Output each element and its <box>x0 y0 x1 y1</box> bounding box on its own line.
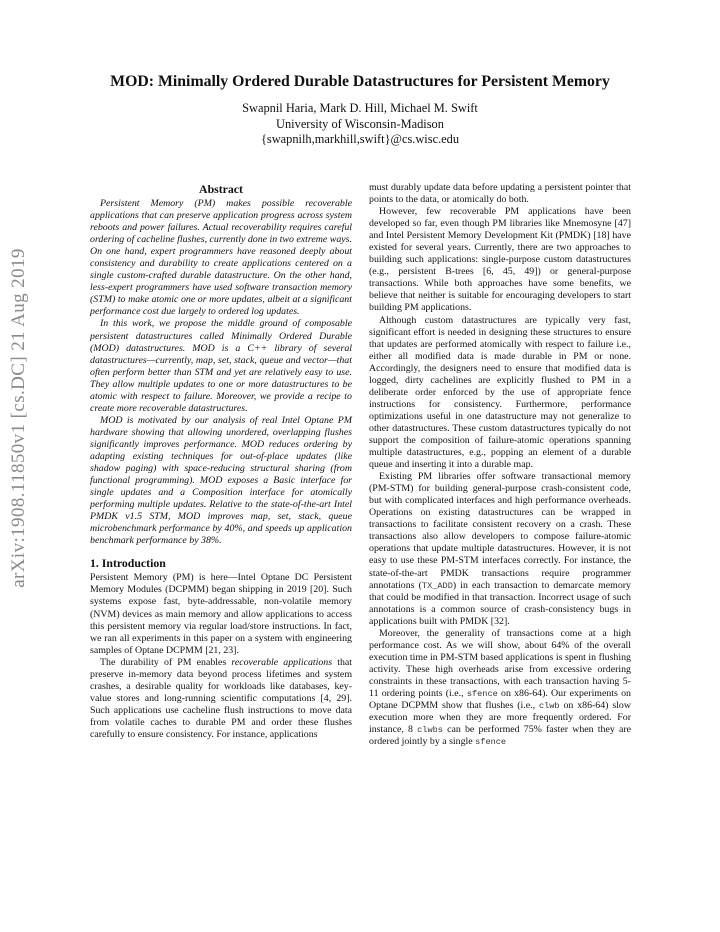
author-emails: {swapnilh,markhill,swift}@cs.wisc.edu <box>260 132 460 147</box>
author-block <box>60 101 660 148</box>
code-token: clwbs <box>417 725 443 736</box>
code-token: TX_ADD <box>421 580 453 591</box>
body-paragraph: However, few recoverable PM applications have been developed so far, even though PM libraries like Mnemosyne [47] and Intel Persistent Memory Development Kit (PMDK) [18] have existed for several years. Currently, there are two approaches to building such applications: single-purpose custom datastructures (e.g., persistent B-trees [6, 45, 49]) or general-purpose transactions. While both approaches have some benefits, we believe that neither is suitable for encouraging developers to start building PM applications. <box>369 206 631 314</box>
right-column <box>369 182 631 748</box>
body-paragraph: Persistent Memory (PM) is here—Intel Optane DC Persistent Memory Modules (DCPMM) began shipping in 2019 [20]. Such systems expose fast, byte-addressable, non-volatile memory (NVM) devices as main memory and allow applications to access this persistent memory via regular load/store instructions. In fact, we ran all experiments in this paper on a system with engineering samples of Optane DCPMM [21, 23]. <box>90 572 352 656</box>
section-heading: 1. Introduction <box>90 556 166 571</box>
text-run: on x86-64). Our experiments on Optane DCPMM show that flushes (i.e., <box>369 687 631 712</box>
abstract-heading: Abstract <box>199 182 243 196</box>
author-names: Swapnil Haria, Mark D. Hill, Michael M. Swift <box>242 101 478 115</box>
text-run: ) in each transaction to demarcate memory that could be modified in that transaction. Incorrect usage of such annotations is a common source of crash-consistency bugs in applications built with PMDK [32]. <box>369 579 631 627</box>
paper-title: MOD: Minimally Ordered Durable Datastructures for Persistent Memory <box>110 73 610 90</box>
code-token: sfence <box>475 737 507 748</box>
body-paragraph <box>90 657 352 741</box>
emphasis-text: recoverable applications <box>231 656 333 668</box>
body-paragraph <box>369 471 631 628</box>
text-run: that preserve in-memory data beyond process lifetimes and system crashes, a desirable quality for workloads like databases, key-value stores and long-running scientific computations [4, 29]. Such applications use cacheline flush instructions to move data from volatile caches to durable PM and order these flushes carefully to ensure consistency. For instance, applications <box>90 656 353 740</box>
author-affiliation: University of Wisconsin-Madison <box>276 116 444 131</box>
text-run: The durability of PM enables <box>100 656 232 668</box>
text-run: Existing PM libraries offer software transactional memory (PM-STM) for building general-purpose crash-consistent code, but with complicated interfaces and high performance overheads. Operations on existing datastructures can be wrapped in transactions to facilitate consistent recovery on a crash. These transactions also allow developers to compose failure-atomic operations that update multiple datastructures. However, it is not easy to use these PM-STM interfaces correctly. For instance, the state-of-the-art PMDK transactions require programmer annotations ( <box>369 471 631 591</box>
left-column <box>90 182 352 741</box>
text-run: Moreover, the generality of transactions come at a high performance cost. As we will show, about 64% of the overall execution time in PM-STM based applications is spent in flushing activity. These high overheads arise from excessive ordering constraints in these transactions, with each transaction having 5-11 ordering points (i.e., <box>369 627 631 699</box>
abstract-paragraph: MOD is motivated by our analysis of real Intel Optane PM hardware showing that allowing unordered, overlapping flushes significantly improves performance. MOD reduces ordering by adapting existing techniques for out-of-place updates (like shadow paging) with space-reducing structural sharing (from functional programming). MOD exposes a Basic interface for single updates and a Composition interface for atomically performing multiple updates. Relative to the state-of-the-art Intel PMDK v1.5 STM, MOD improves map, set, stack, queue microbenchmark performance by 40%, and speeds up application benchmark performance by 38%. <box>90 414 352 547</box>
abstract-paragraph: In this work, we propose the middle ground of composable persistent datastructures called Minimally Ordered Durable (MOD) datastructures. MOD is a C++ library of several datastructures—currently, map, set, stack, queue and vector—that often perform better than STM and yet are relatively easy to use. They allow multiple updates to one or more datastructures to be atomic with respect to failure. Moreover, we provide a recipe to create more recoverable datastructures. <box>90 318 352 414</box>
abstract-section <box>90 182 352 547</box>
body-paragraph: must durably update data before updating a persistent pointer that points to the data, or atomically do both. <box>369 182 631 206</box>
text-run: can be performed 75% faster when they are ordered jointly by a single <box>369 724 631 748</box>
abstract-paragraph: Persistent Memory (PM) makes possible recoverable applications that can preserve application progress across system reboots and power failures. Actual recoverability requires careful ordering of cacheline flushes, currently done in two extreme ways. On one hand, expert programmers have reasoned deeply about consistency and durability to create applications centered on a single custom-crafted durable datastructure. On the other hand, less-expert programmers have used software transaction memory (STM) to make atomic one or more updates, albeit at a significant performance cost due largely to ordered log updates. <box>90 198 352 318</box>
text-run: on x86-64) slow execution more when they are more frequently ordered. For instance, 8 <box>369 700 631 736</box>
body-paragraph <box>369 628 631 748</box>
introduction-section <box>90 556 352 741</box>
code-token: clwb <box>538 701 560 712</box>
body-paragraph: Although custom datastructures are typically very fast, significant effort is needed in designing these structures to ensure that updates are performed atomically with respect to failure i.e., either all modified data is made durable in PM or none. Accordingly, the designers need to ensure that modified data is logged, dirty cachelines are explicitly flushed to PM in a deliberate order enforced by the use of appropriate fence instructions for consistency. Furthermore, performance optimizations useful in one datastructure may not generalize to other datastructures. These custom datastructures typically do not support the composition of failure-atomic operations spanning multiple datastructures, e.g., popping an element of a durable queue and inserting it into a durable map. <box>369 314 631 471</box>
code-token: sfence <box>466 688 498 699</box>
arxiv-stamp: arXiv:1908.11850v1 [cs.DC] 21 Aug 2019 <box>8 248 29 588</box>
